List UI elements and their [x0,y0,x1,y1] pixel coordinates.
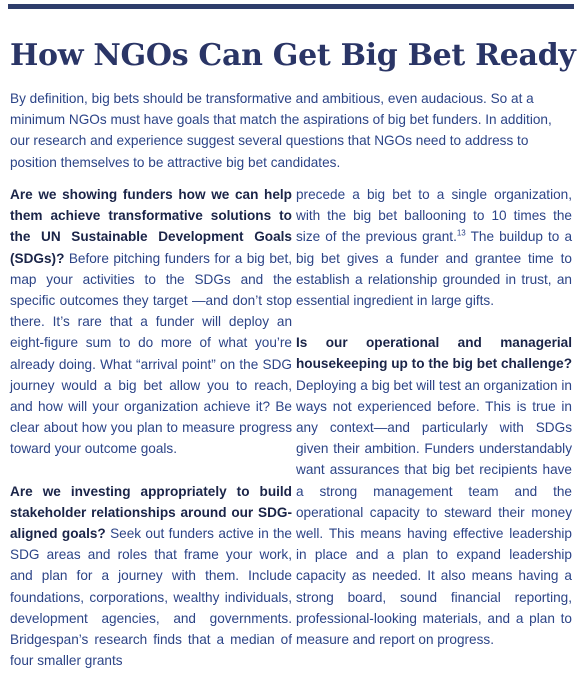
continuation-text: precede a big bet to a single organization, with the big bet ballooning to 10 times the size of the previous grant. [296,187,572,245]
section-are-we-showing-funders [10,184,292,460]
continuation-text: The buildup to a big bet gives a funder and grantee time to establish a relationship grounded in trust, an essential ingredient in large gifts. [296,229,572,309]
top-rule [8,4,574,9]
section-question: Are we investing appropriately to build stakeholder relationships around our SDG-aligned goals? [10,483,292,542]
right-column [296,184,572,671]
section-question: Is our operational and managerial housekeeping up to the big bet challenge? [296,335,572,372]
section-question: Are we showing funders how we can help them achieve transformative solutions to the UN Sustainable Development Goals (SDGs)? [10,187,292,266]
section-body: Seek out funders active in the SDG areas and roles that frame your work, and plan for a journey with them. Include foundations, corporations, wealthy individuals, development agencies, and governments. Bridgespan’s research finds that a median of four smaller grants [10,526,292,669]
article-intro: By definition, big bets should be transformative and ambitious, even audacious. So at a minimum NGOs must have goals that match the aspirations of big bet funders. In addition, our research and experience suggest several questions that NGOs need to address to position themselves to be attractive big bet candidates. [10,91,552,170]
left-column [10,184,292,692]
footnote-reference: 13 [456,228,466,238]
section-body: Deploying a big bet will test an organization in ways not experienced before. This is true in any context—and particularly with SDGs given their ambition. Funders understandably want assurances that big bet recipients have a strong management team and the operational capacity to steward their money well. This means having effective leadership in place and a plan to expand leadership capacity as needed. It also means having a strong board, sound financial reporting, professional-looking materials, and a plan to measure and report on progress. [296,377,572,648]
section-are-we-investing [10,481,292,672]
section-operational-housekeeping [296,332,572,650]
section-body: Before pitching funders for a big bet, map your activities to the SDGs and the specific outcomes they target —and don’t stop there. It’s rare that a funder will deploy an eight-figure sum to do more of what you’re already doing. What “arrival point” on the SDG journey would a big bet allow you to reach, and how will your organization achieve it? Be clear about how you plan to measure progress toward your outcome goals. [10,250,292,457]
section-continuation [296,184,572,311]
article-title: How NGOs Can Get Big Bet Ready [10,38,576,73]
